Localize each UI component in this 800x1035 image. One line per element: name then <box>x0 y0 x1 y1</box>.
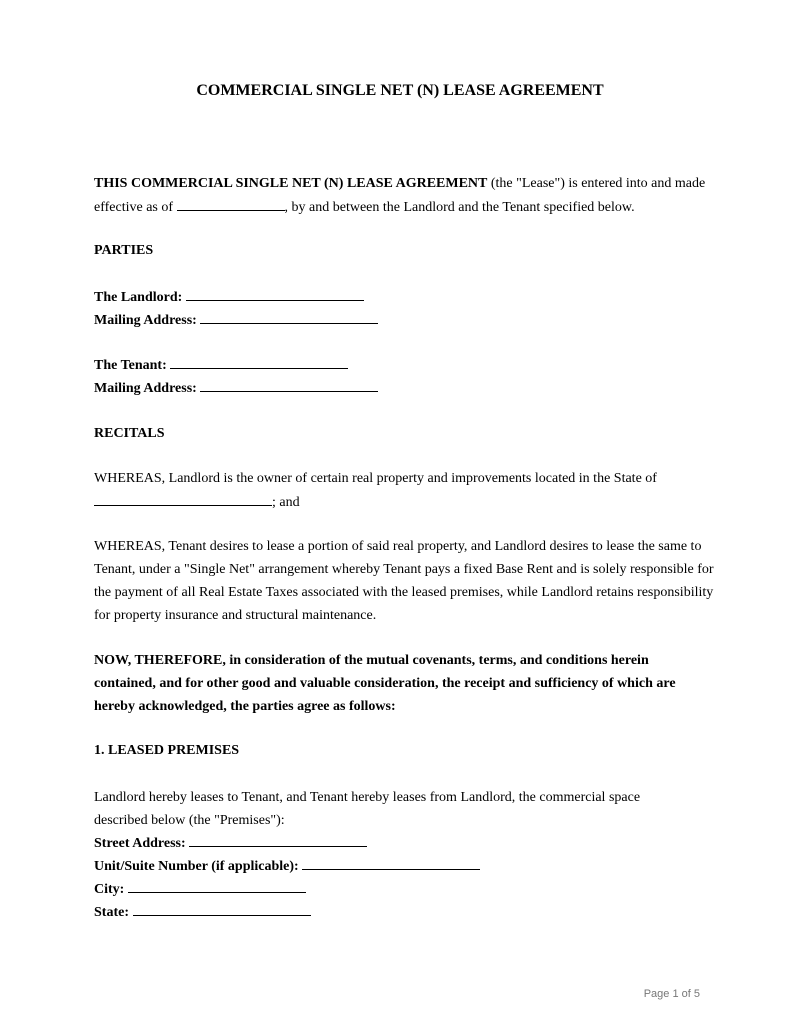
whereas-2: WHEREAS, Tenant desires to lease a portion of said real property, and Landlord desires to lease the same to Tenant, under a "Single Net" arrangement whereby Tenant pays a fixed Base Rent and is solely responsible for the payment of all Real Estate Taxes associated with the leased premises, while Landlord retains responsibility for property insurance and structural maintenance. <box>94 539 714 623</box>
whereas-1 <box>94 467 714 514</box>
recitals-heading: RECITALS <box>94 426 165 441</box>
landlord-line <box>94 285 714 309</box>
landlord-address-blank[interactable] <box>200 308 378 324</box>
section-1-heading: 1. LEASED PREMISES <box>94 743 240 758</box>
tenant-address-label: Mailing Address: <box>94 381 197 396</box>
section-1-body: Landlord hereby leases to Tenant, and Tenant hereby leases from Landlord, the commercial space described below (the "Premises"): <box>94 790 641 828</box>
intro-paragraph <box>94 172 714 219</box>
page-number: Page 1 of 5 <box>643 988 700 1000</box>
unit-line <box>94 854 714 878</box>
unit-blank[interactable] <box>302 854 480 870</box>
unit-label: Unit/Suite Number (if applicable): <box>94 859 299 874</box>
intro-text-a: (the "Lease") is entered into and made effective as of <box>94 176 706 215</box>
now-therefore-paragraph: NOW, THEREFORE, in consideration of the mutual covenants, terms, and conditions herein contained, and for other good and valuable consideration, the receipt and sufficiency of which are hereby acknowledged, the parties agree as follows: <box>94 653 676 714</box>
landlord-name-blank[interactable] <box>186 285 364 301</box>
parties-heading: PARTIES <box>94 243 154 258</box>
state-line <box>94 900 714 924</box>
landlord-address-label: Mailing Address: <box>94 313 197 328</box>
landlord-label: The Landlord: <box>94 290 183 305</box>
street-address-blank[interactable] <box>189 831 367 847</box>
tenant-name-blank[interactable] <box>170 353 348 369</box>
tenant-line <box>94 353 714 377</box>
tenant-address-line <box>94 376 714 400</box>
whereas-1-text-a: WHEREAS, Landlord is the owner of certain real property and improvements located in the State of <box>94 471 657 486</box>
city-line <box>94 877 714 901</box>
intro-text-b: , by and between the Landlord and the Tenant specified below. <box>284 200 635 215</box>
city-blank[interactable] <box>128 877 306 893</box>
tenant-label: The Tenant: <box>94 358 167 373</box>
document-title: COMMERCIAL SINGLE NET (N) LEASE AGREEMENT <box>196 82 604 99</box>
intro-bold-lead: THIS COMMERCIAL SINGLE NET (N) LEASE AGREEMENT <box>94 176 488 191</box>
street-address-line <box>94 831 714 855</box>
effective-date-blank[interactable] <box>177 195 285 211</box>
state-of-property-blank[interactable] <box>94 490 272 506</box>
tenant-address-blank[interactable] <box>200 376 378 392</box>
landlord-address-line <box>94 308 714 332</box>
street-address-label: Street Address: <box>94 836 186 851</box>
state-blank[interactable] <box>133 900 311 916</box>
whereas-1-text-b: ; and <box>272 495 300 510</box>
city-label: City: <box>94 882 125 897</box>
state-label: State: <box>94 905 129 920</box>
